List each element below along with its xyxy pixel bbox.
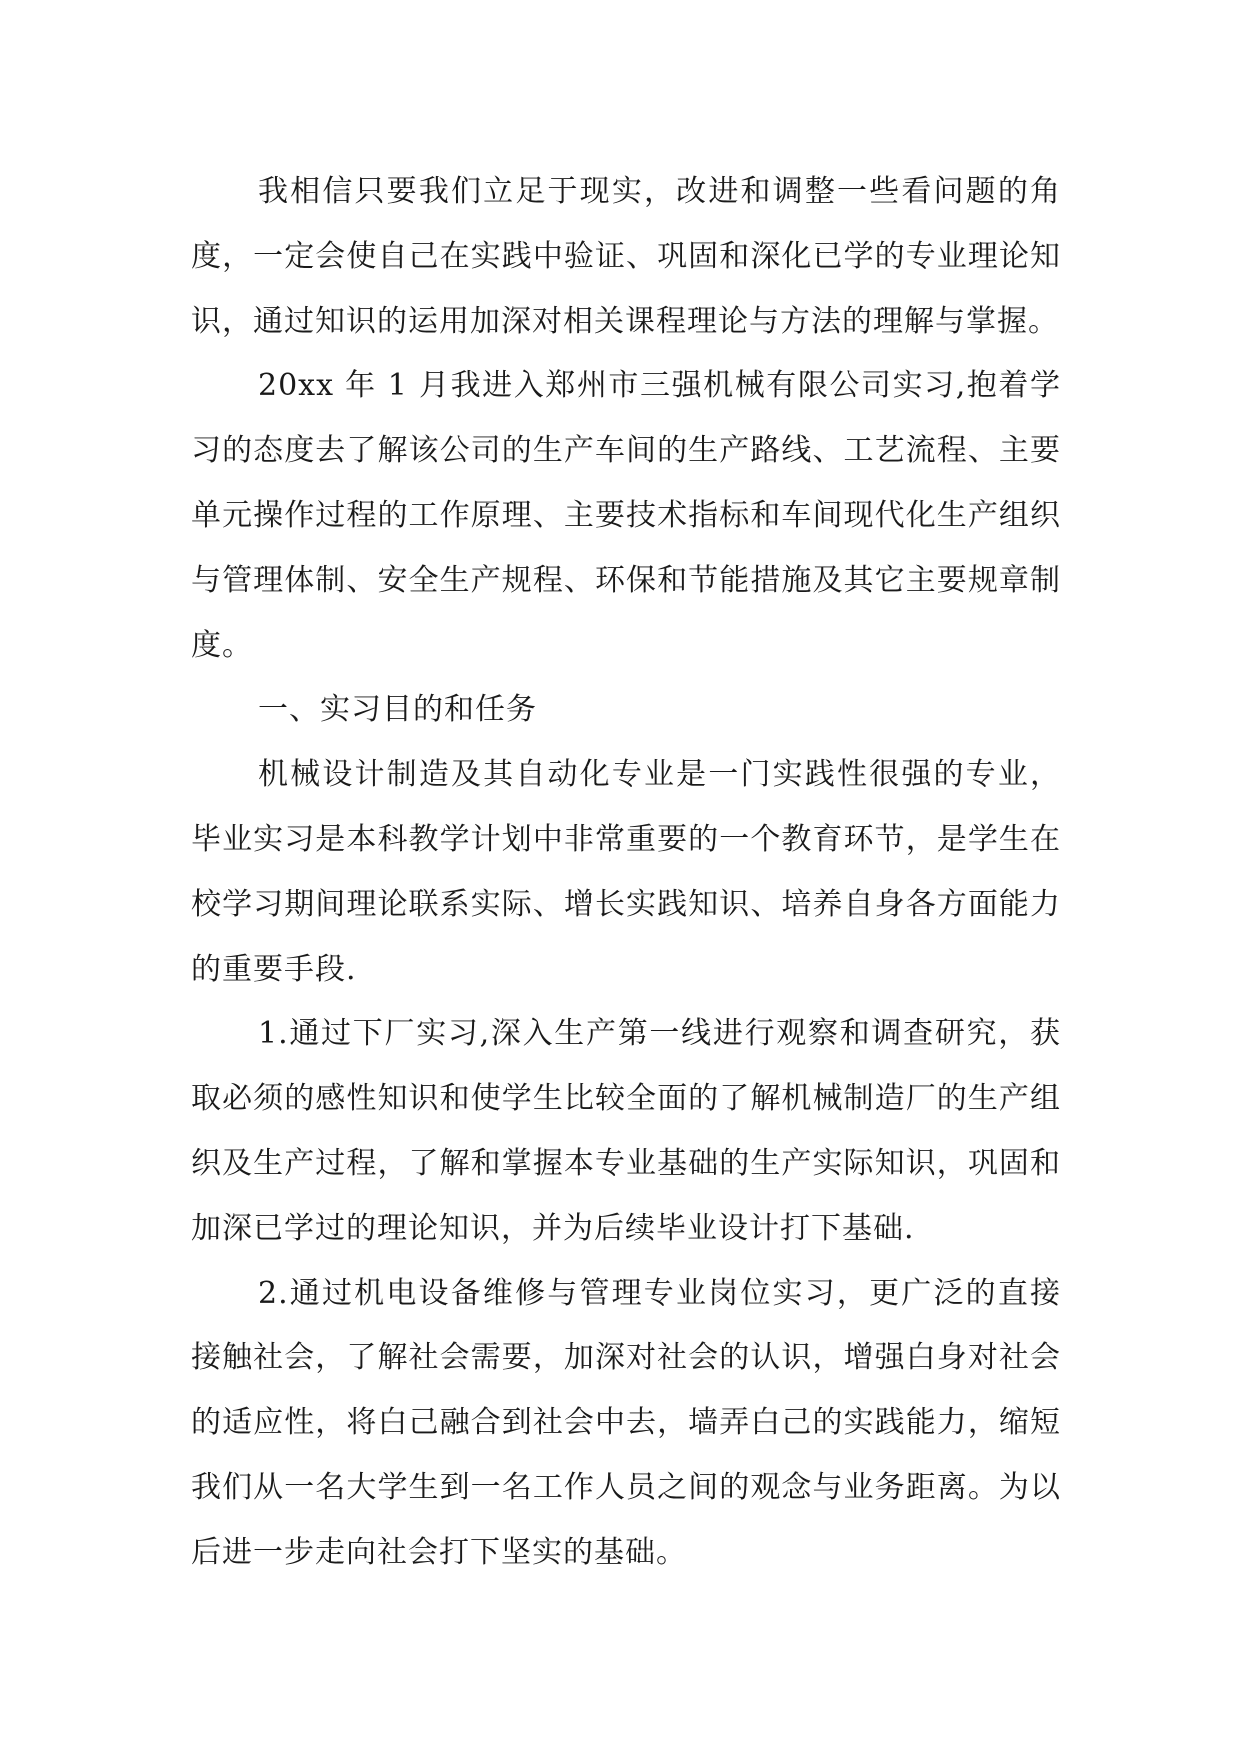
section-heading-purpose: 一、实习目的和任务: [258, 692, 537, 728]
paragraph-purpose-item-2: 2.通过机电设备维修与管理专业岗位实习，更广泛的直接接触社会，了解社会需要，加深对社会的认识，增强白身对社会的适应性，将白己融合到社会中去，墙弄白己的实践能力，缩短我们从一名大学生到一名工作人员之间的观念与业务距离。为以后进一步走向社会打下坚实的基础。: [191, 1275, 1061, 1570]
paragraph-internship-background: 20xx 年 1 月我进入郑州市三强机械有限公司实习,抱着学习的态度去了解该公司的生产车间的生产路线、工艺流程、主要单元操作过程的工作原理、主要技术指标和车间现代化生产组织与管理体制、安全生产规程、环保和节能措施及其它主要规章制度。: [191, 368, 1061, 663]
paragraph-intro: 我相信只要我们立足于现实，改进和调整一些看问题的角度，一定会使自己在实践中验证、巩固和深化已学的专业理论知识，通过知识的运用加深对相关课程理论与方法的理解与掌握。: [191, 174, 1061, 339]
paragraph-purpose-item-1: 1.通过下厂实习,深入生产第一线进行观察和调查研究，获取必须的感性知识和使学生比较全面的了解机械制造厂的生产组织及生产过程，了解和掌握本专业基础的生产实际知识，巩固和加深已学过的理论知识，并为后续毕业设计打下基础.: [191, 1016, 1061, 1246]
paragraph-major-description: 机械设计制造及其自动化专业是一门实践性很强的专业，毕业实习是本科教学计划中非常重要的一个教育环节，是学生在校学习期间理论联系实际、增长实践知识、培养自身各方面能力的重要手段.: [191, 757, 1061, 987]
document-body: [191, 160, 1061, 1586]
